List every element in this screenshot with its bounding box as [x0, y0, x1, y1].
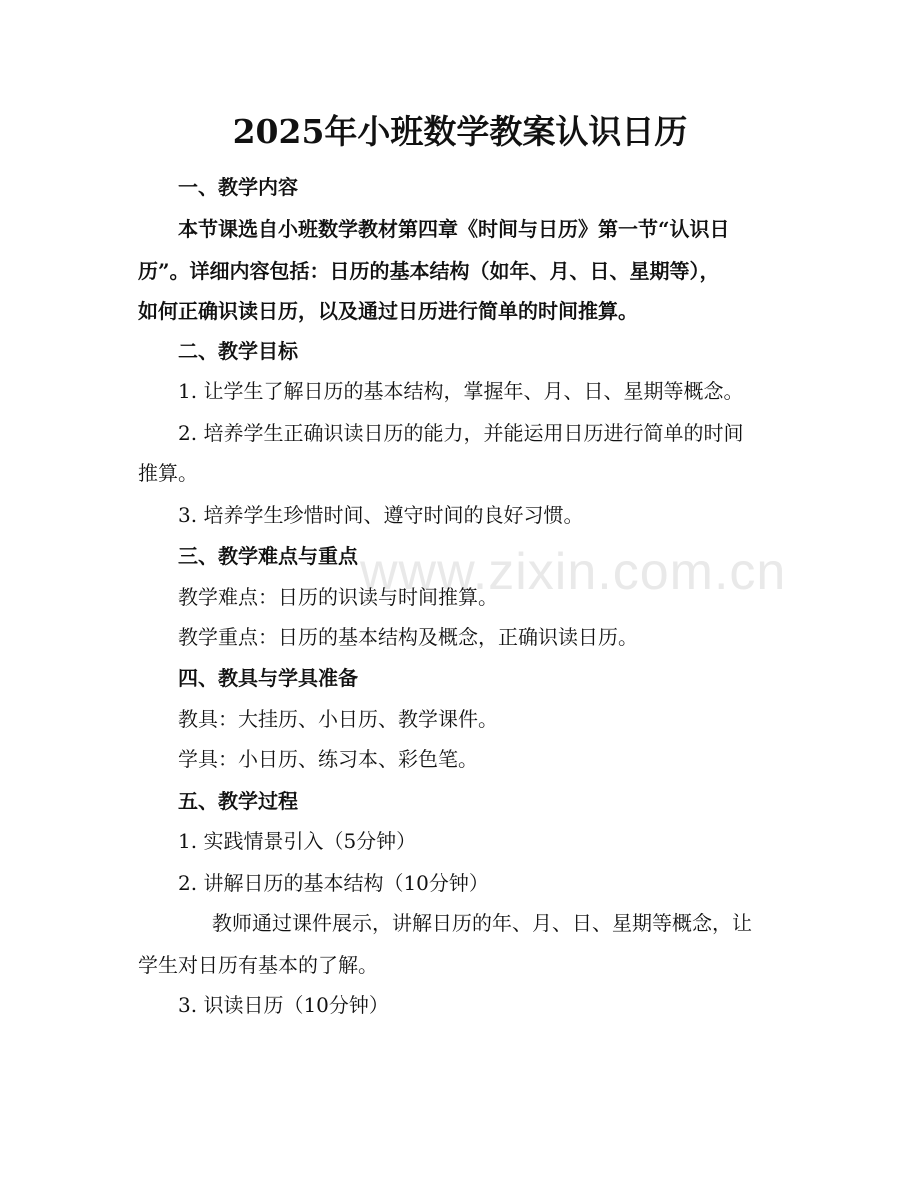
content-paragraph-line-3: 如何正确识读日历，以及通过日历进行简单的时间推算。 — [138, 299, 638, 323]
process-step-1: 1. 实践情景引入（5分钟） — [178, 829, 417, 853]
process-step-2-desc-line-2: 学生对日历有基本的了解。 — [138, 953, 378, 977]
objective-item-2-line-1: 2. 培养学生正确识读日历的能力，并能运用日历进行简单的时间 — [178, 421, 744, 445]
objective-item-1: 1. 让学生了解日历的基本结构，掌握年、月、日、星期等概念。 — [178, 379, 744, 403]
objective-item-2-line-2: 推算。 — [138, 461, 198, 485]
section-heading-materials: 四、教具与学具准备 — [178, 666, 358, 690]
process-step-3: 3. 识读日历（10分钟） — [178, 993, 389, 1017]
watermark: www.zixin.com.cn — [360, 543, 787, 601]
teaching-difficulty: 教学难点：日历的识读与时间推算。 — [178, 585, 498, 609]
section-heading-difficulties: 三、教学难点与重点 — [178, 544, 358, 568]
teacher-materials: 教具：大挂历、小日历、教学课件。 — [178, 707, 498, 731]
section-heading-objectives: 二、教学目标 — [178, 339, 298, 363]
content-paragraph-line-1: 本节课选自小班数学教材第四章《时间与日历》第一节“认识日 — [178, 217, 730, 241]
document-title: 2025年小班数学教案认识日历 — [232, 112, 688, 151]
section-heading-content: 一、教学内容 — [178, 175, 298, 199]
content-paragraph-line-2: 历”。详细内容包括：日历的基本结构（如年、月、日、星期等）， — [138, 259, 720, 283]
student-materials: 学具：小日历、练习本、彩色笔。 — [178, 747, 478, 771]
process-step-2: 2. 讲解日历的基本结构（10分钟） — [178, 871, 489, 895]
process-step-2-desc-line-1: 教师通过课件展示，讲解日历的年、月、日、星期等概念，让 — [212, 911, 752, 935]
section-heading-process: 五、教学过程 — [178, 789, 298, 813]
objective-item-3: 3. 培养学生珍惜时间、遵守时间的良好习惯。 — [178, 503, 584, 527]
teaching-key-point: 教学重点：日历的基本结构及概念，正确识读日历。 — [178, 625, 638, 649]
